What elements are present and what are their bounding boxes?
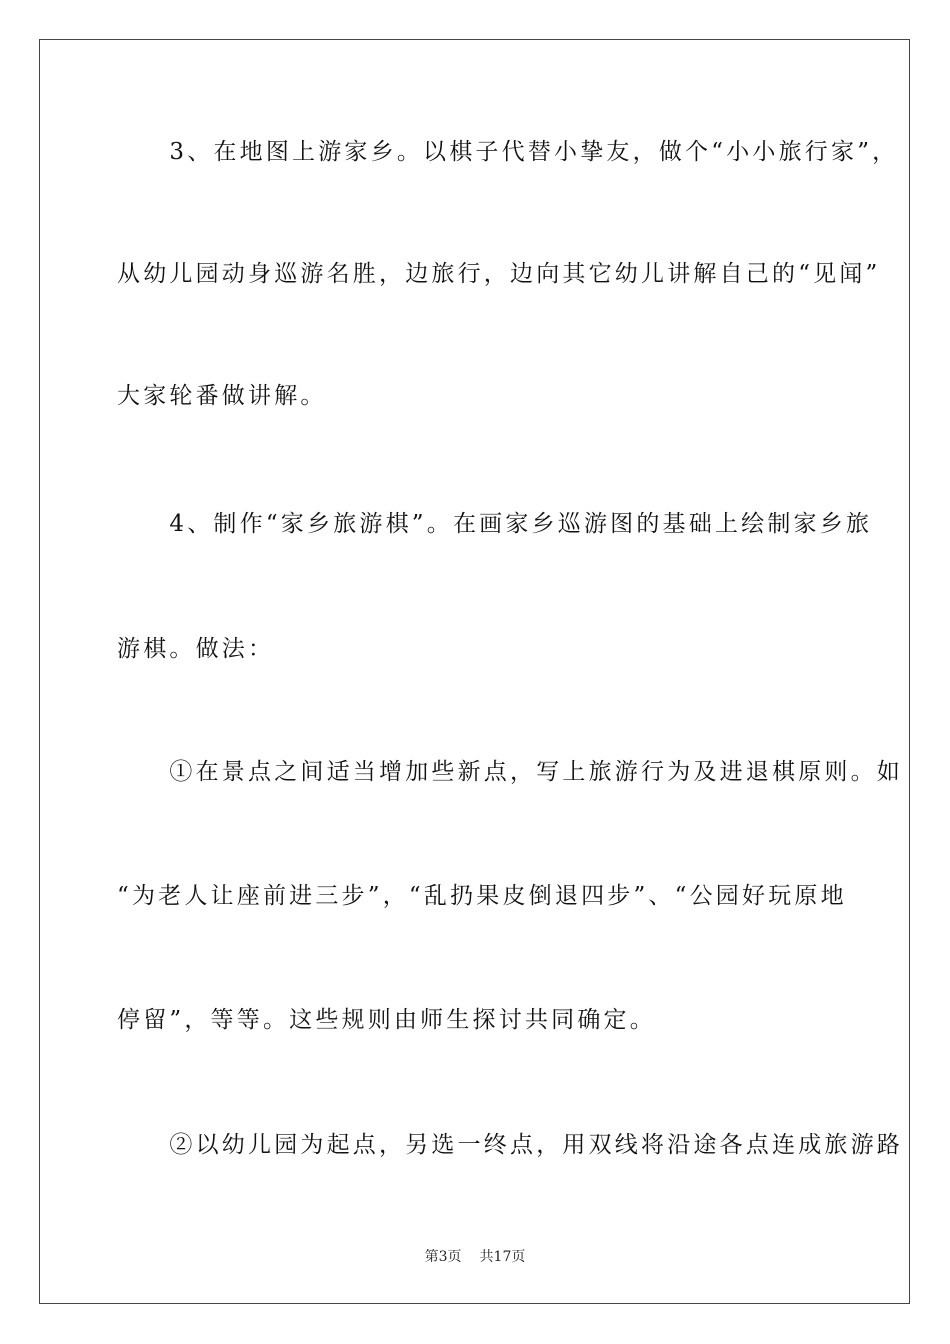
page-footer [0,1248,950,1266]
paragraph-line: 大家轮番做讲解。 [117,383,327,409]
paragraph-line: ②以幼儿园为起点，另选一终点，用双线将沿途各点连成旅游路 [117,1132,903,1158]
paragraph-line: 游棋。做法： [117,636,275,662]
paragraph-line: 停留”，等等。这些规则由师生探讨共同确定。 [117,1007,656,1033]
paragraph-line: 3、在地图上游家乡。以棋子代替小挚友，做个“小小旅行家”， [117,139,899,165]
page-border [39,39,910,1304]
paragraph-line: ①在景点之间适当增加些新点，写上旅游行为及进退棋原则。如 [117,759,903,785]
paragraph-line: 4、制作“家乡旅游棋”。在画家乡巡游图的基础上绘制家乡旅 [117,511,873,537]
paragraph-line: “为老人让座前进三步”，“乱扔果皮倒退四步”、“公园好玩原地 [117,883,847,909]
page-total: 共17页 [479,1249,526,1265]
paragraph-line: 从幼儿园动身巡游名胜，边旅行，边向其它幼儿讲解自己的“见闻” [117,261,881,287]
page-number: 第3页 [424,1249,462,1265]
